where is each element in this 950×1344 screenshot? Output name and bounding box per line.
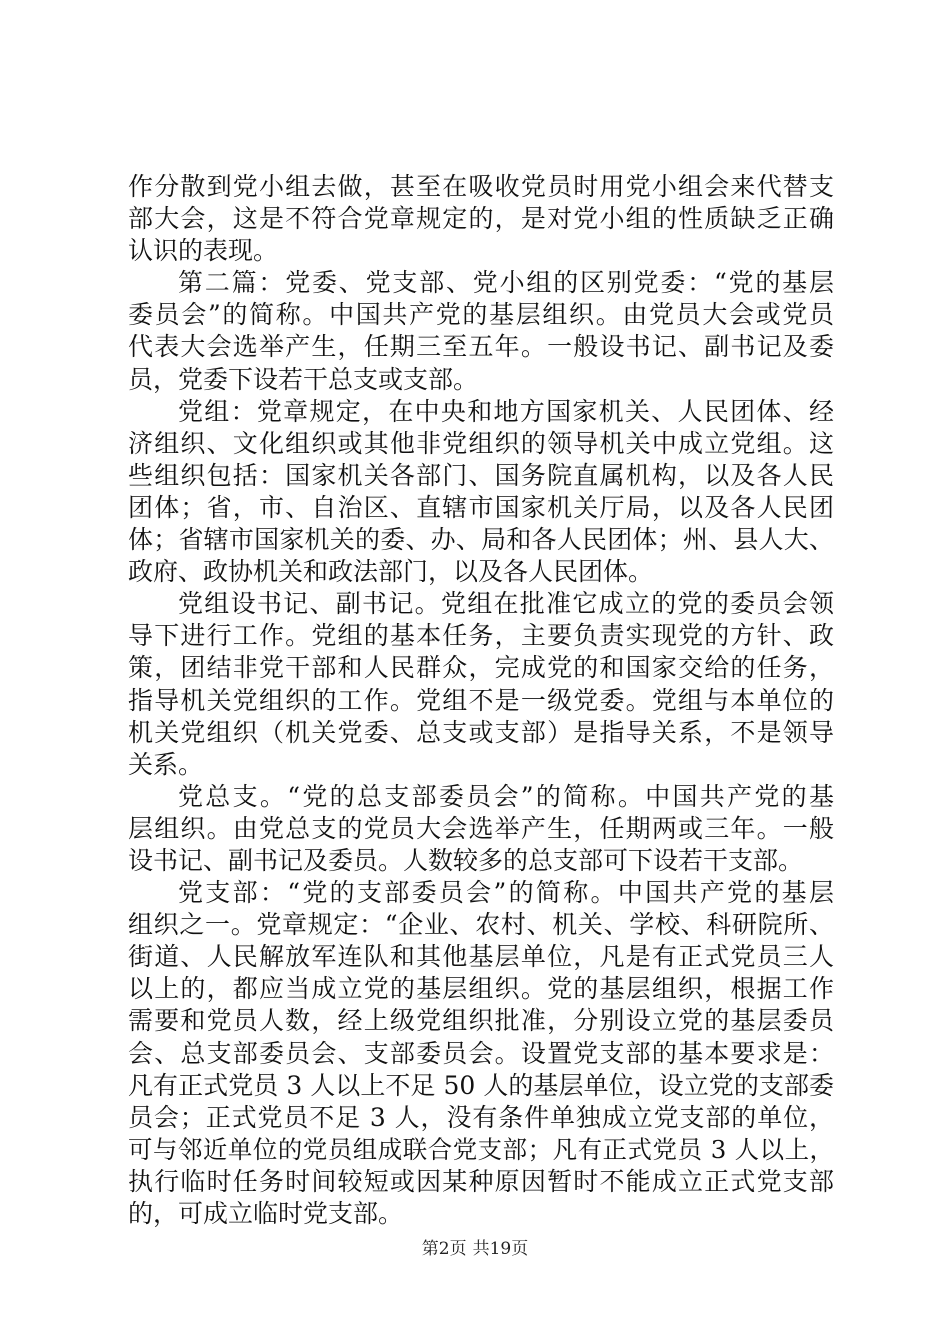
text-line: 第二篇：党委、党支部、党小组的区别党委：“党的基层 [178,268,834,298]
text-line: 设书记、副书记及委员。人数较多的总支部可下设若干支部。 [128,845,804,875]
text-line: 认识的表现。 [128,236,279,266]
text-line: 济组织、文化组织或其他非党组织的领导机关中成立党组。这 [128,428,834,458]
text-line: 凡有正式党员 3 人以上不足 50 人的基层单位，设立党的支部委 [128,1070,834,1100]
text-line: 党组：党章规定，在中央和地方国家机关、人民团体、经 [178,396,834,426]
text-line: 党支部：“党的支部委员会”的简称。中国共产党的基层 [178,878,834,908]
text-line: 街道、人民解放军连队和其他基层单位，凡是有正式党员三人 [128,942,834,972]
text-line: 策，团结非党干部和人民群众，完成党的和国家交给的任务， [128,653,834,683]
text-line: 员会；正式党员不足 3 人，没有条件单独成立党支部的单位， [128,1102,834,1132]
text-line: 组织之一。党章规定：“企业、农村、机关、学校、科研院所、 [128,910,834,940]
text-line: 部大会，这是不符合党章规定的，是对党小组的性质缺乏正确 [128,204,834,234]
text-line: 需要和党员人数，经上级党组织批准，分别设立党的基层委员 [128,1006,834,1036]
text-line: 的，可成立临时党支部。 [128,1199,404,1228]
text-line: 些组织包括：国家机关各部门、国务院直属机构，以及各人民 [128,460,834,490]
text-line: 党总支。“党的总支部委员会”的简称。中国共产党的基 [178,781,834,811]
text-line: 以上的，都应当成立党的基层组织。党的基层组织，根据工作 [128,974,834,1004]
text-line: 执行临时任务时间较短或因某种原因暂时不能成立正式党支部 [128,1166,834,1196]
text-line: 代表大会选举产生，任期三至五年。一般设书记、副书记及委 [128,332,834,362]
text-line: 员，党委下设若干总支或支部。 [128,364,479,394]
text-line: 委员会”的简称。中国共产党的基层组织。由党员大会或党员 [128,300,834,330]
text-line: 党组设书记、副书记。党组在批准它成立的党的委员会领 [178,589,834,619]
page-number: 第2页 [421,1239,467,1259]
text-line: 会、总支部委员会、支部委员会。设置党支部的基本要求是： [128,1038,834,1068]
text-line: 作分散到党小组去做，甚至在吸收党员时用党小组会来代替支 [128,172,834,201]
text-line: 层组织。由党总支的党员大会选举产生，任期两或三年。一般 [128,813,834,843]
text-line: 关系。 [128,749,204,779]
body-text [128,171,834,1230]
text-line: 团体；省，市、自治区、直辖市国家机关厅局，以及各人民团 [128,492,834,522]
text-line: 指导机关党组织的工作。党组不是一级党委。党组与本单位的 [128,685,834,715]
text-line: 机关党组织（机关党委、总支或支部）是指导关系，不是领导 [128,717,834,747]
text-line: 政府、政协机关和政法部门，以及各人民团体。 [128,557,654,587]
text-line: 可与邻近单位的党员组成联合党支部；凡有正式党员 3 人以上， [128,1134,834,1164]
page-total: 共19页 [472,1239,529,1259]
page-footer [0,1237,950,1261]
text-line: 导下进行工作。党组的基本任务，主要负责实现党的方针、政 [128,621,834,651]
text-line: 体；省辖市国家机关的委、办、局和各人民团体；州、县人大、 [128,525,834,555]
